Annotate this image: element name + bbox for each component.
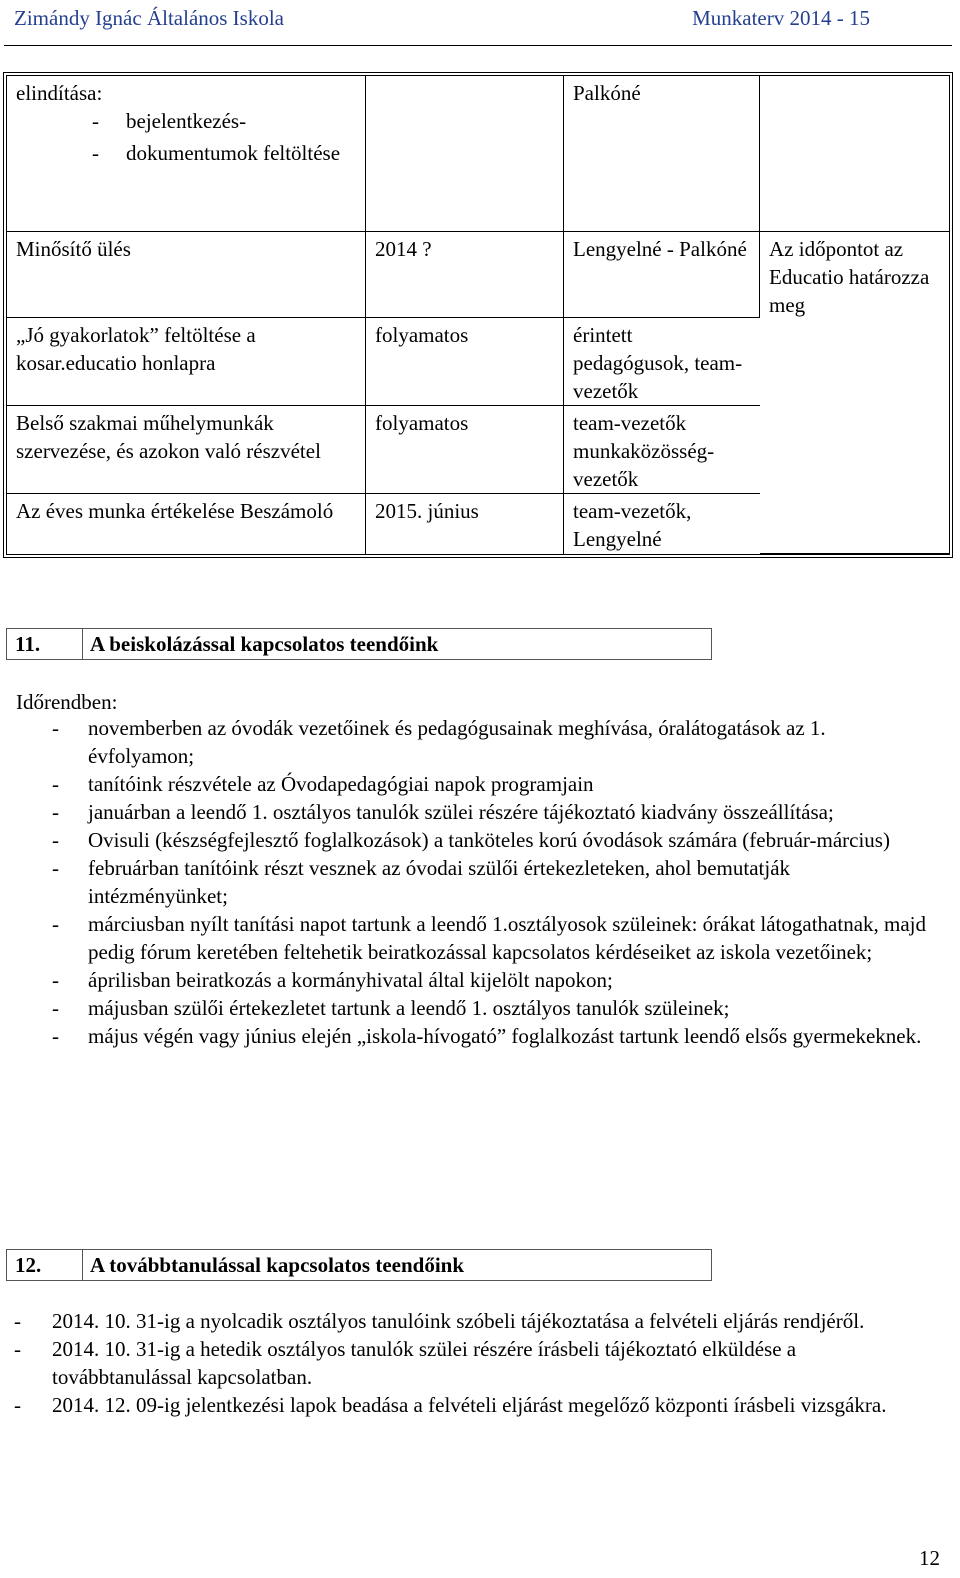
list-item: - májusban szülői értekezletet tartunk a leendő 1. osztályos tanulók szüleinek;	[52, 994, 932, 1022]
list-item: - 2014. 10. 31-ig a nyolcadik osztályos tanulóink szóbeli tájékoztatása a felvételi eljárás rendjéről.	[14, 1307, 934, 1335]
section-11-heading	[6, 628, 712, 660]
activity-cell: „Jó gyakorlatok” feltöltése a kosar.educatio honlapra	[7, 318, 366, 406]
activity-cell: Az éves munka értékelése Beszámoló	[7, 494, 366, 554]
section-11-intro: Időrendben:	[16, 690, 118, 714]
list-item: - 2014. 12. 09-ig jelentkezési lapok beadása a felvételi eljárást megelőző központi írásbeli vizsgákra.	[14, 1391, 934, 1419]
activity-cell	[7, 76, 366, 232]
activity-cell: Belső szakmai műhelymunkák szervezése, és azokon való részvétel	[7, 406, 366, 494]
activity-cell: Minősítő ülés	[7, 232, 366, 318]
responsible-cell: Palkóné	[564, 76, 760, 232]
section-number: 11.	[7, 629, 83, 659]
table-row	[7, 232, 949, 318]
deadline-cell: 2014 ?	[366, 232, 564, 318]
list-item: - novemberben az óvodák vezetőinek és pedagógusainak meghívása, óralátogatások az 1. évfolyamon;	[52, 714, 932, 770]
responsible-cell: team-vezetők, Lengyelné	[573, 499, 692, 551]
list-item: - áprilisban beiratkozás a kormányhivatal által kijelölt napokon;	[52, 966, 932, 994]
list-item: - dokumentumok feltöltése	[16, 139, 357, 167]
section-11-list	[52, 714, 932, 1050]
activity-sublist	[16, 107, 357, 167]
list-item: - Ovisuli (készségfejlesztő foglalkozások) a tanköteles korú óvodások számára (február-március)	[52, 826, 932, 854]
list-item: - bejelentkezés-	[16, 107, 357, 135]
activity-lead: elindítása:	[16, 81, 103, 105]
school-name: Zimándy Ignác Általános Iskola	[14, 6, 285, 30]
section-title: A továbbtanulással kapcsolatos teendőink	[90, 1253, 465, 1277]
deadline-cell: folyamatos	[366, 406, 564, 494]
plan-title: Munkaterv 2014 - 15	[692, 6, 870, 30]
list-item: - márciusban nyílt tanítási napot tartunk a leendő 1.osztályosok szüleinek: órákat látogathatnak, majd pedig fórum keretében feltehetik beiratkozással kapcsolatos kérdéseiket az iskola vezetőinek;	[52, 910, 932, 966]
note-cell: Az időpontot az Educatio határozza meg	[760, 232, 949, 554]
section-12-list	[14, 1307, 934, 1419]
deadline-cell: folyamatos	[366, 318, 564, 406]
section-title: A beiskolázással kapcsolatos teendőink	[90, 632, 439, 656]
plan-table	[3, 72, 953, 558]
note-cell	[760, 76, 949, 232]
list-item: - május végén vagy június elején „iskola-hívogató” foglalkozást tartunk leendő elsős gyermekeknek.	[52, 1022, 932, 1050]
deadline-cell: 2015. június	[366, 494, 564, 554]
deadline-cell	[366, 76, 564, 232]
responsible-cell: team-vezetők munkaközösség-vezetők	[564, 406, 760, 494]
responsible-cell: érintett pedagógusok, team-vezetők	[564, 318, 760, 406]
list-item: - tanítóink részvétele az Óvodapedagógiai napok programjain	[52, 770, 932, 798]
list-item: - 2014. 10. 31-ig a hetedik osztályos tanulók szülei részére írásbeli tájékoztató elküldése a továbbtanulással kapcsolatban.	[14, 1335, 934, 1391]
list-item: - februárban tanítóink részt vesznek az óvodai szülői értekezleteken, ahol bemutatják intézményünket;	[52, 854, 932, 910]
table-row	[7, 76, 949, 232]
responsible-cell: Lengyelné - Palkóné	[564, 232, 760, 318]
header-divider	[4, 45, 952, 46]
section-number: 12.	[7, 1250, 83, 1280]
list-item: - januárban a leendő 1. osztályos tanulók szülei részére tájékoztató kiadvány összeállítása;	[52, 798, 932, 826]
page-number: 12	[919, 1546, 940, 1570]
page-header	[14, 4, 870, 34]
section-12-heading	[6, 1249, 712, 1281]
